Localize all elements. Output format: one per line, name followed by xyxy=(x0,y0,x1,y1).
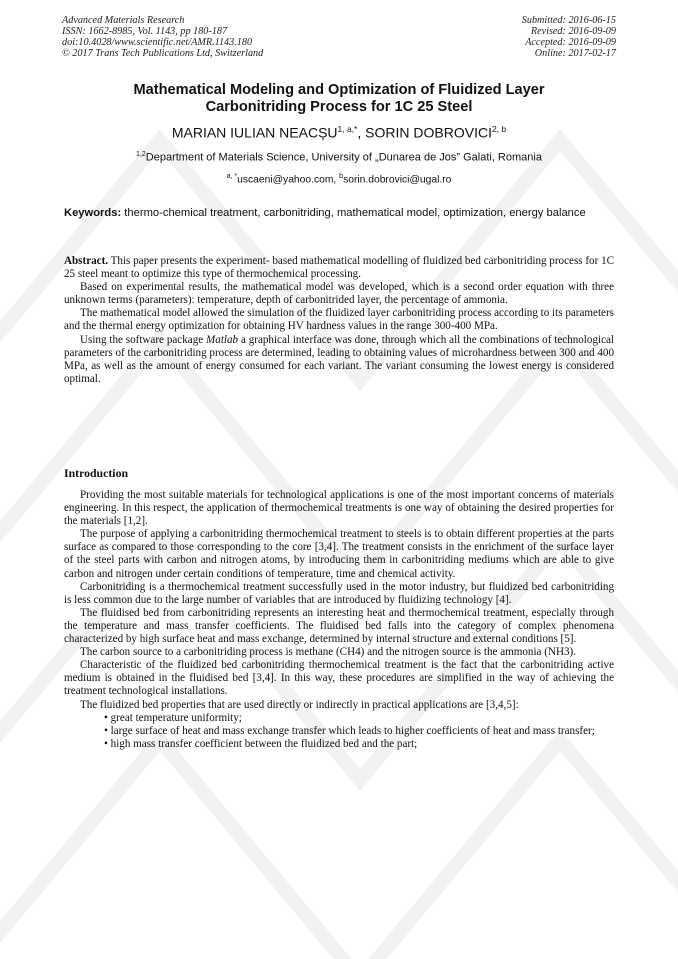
abstract-paragraph-1: Abstract. This paper presents the experiment- based mathematical modelling of fluidized bed carbonitriding process for 1C 25 steel meant to optimize this type of thermochemical processing. xyxy=(64,255,615,281)
introduction-heading: Introduction xyxy=(64,466,129,480)
affiliation-text: Department of Materials Science, University of „Dunarea de Jos” Galati, Romania xyxy=(145,151,542,164)
publication-dates xyxy=(522,15,616,59)
author-1-affil: 1, a,* xyxy=(337,124,358,134)
keywords xyxy=(64,206,614,220)
introduction-section xyxy=(64,489,614,751)
keywords-label: Keywords: xyxy=(64,207,122,219)
doi-line: doi:10.4028/www.scientific.net/AMR.1143.180 xyxy=(62,37,253,48)
paper-title xyxy=(40,82,638,116)
issn-line: ISSN: 1662-8985, Vol. 1143, pp 180-187 xyxy=(62,26,228,37)
intro-paragraph-2: The purpose of applying a carbonitriding thermochemical treatment to steels is to obtain different properties at the parts surface as compared to those corresponding to the core [3,4]. The treatment consists in the enrichment of the surface layer of the steel parts with carbon and nitrogen atoms, by introducing them in carbonitriding mediums which are able to give carbon and nitrogen under certain conditions of temperature, time and chemical activity. xyxy=(64,528,614,580)
accepted-date: Accepted: 2016-09-09 xyxy=(525,37,616,48)
abstract-paragraph-4: Using the software package Matlab a graphical interface was done, through which all the combinations of technological parameters of the carbonitriding process are determined, leading to obtaining values of microhardness between 300 and 400 MPa, as well as the amount of energy consumed for each variant. The variant consuming the lowest energy is considered optimal. xyxy=(64,333,614,385)
copyright-line: © 2017 Trans Tech Publications Ltd, Switzerland xyxy=(62,48,264,59)
abstract-paragraph-3: The mathematical model allowed the simulation of the fluidized layer carbonitriding process according to its parameters and the thermal energy optimization for obtaining HV hardness values in the range 300-400 MPa. xyxy=(64,307,614,333)
email-b[interactable]: sorin.dobrovici@ugal.ro xyxy=(343,174,452,186)
intro-paragraph-5: The carbon source to a carbonitriding process is methane (CH4) and the nitrogen source is the ammonia (NH3). xyxy=(80,646,576,659)
journal-name: Advanced Materials Research xyxy=(62,15,185,26)
email-a[interactable]: uscaeni@yahoo.com, xyxy=(237,174,340,186)
online-date: Online: 2017-02-17 xyxy=(534,48,616,59)
bullet-item-3: • high mass transfer coefficient between the fluidized bed and the part; xyxy=(104,737,418,750)
affiliation-marker: 1,2 xyxy=(136,151,146,158)
abstract-paragraph-2: Based on experimental results, the mathematical model was developed, which is a second order equation with three unknown terms (parameters): temperature, depth of carbonitrided layer, the percentage of ammonia. xyxy=(64,281,614,307)
journal-info xyxy=(62,15,263,59)
abstract-section xyxy=(64,255,614,386)
author-1: MARIAN IULIAN NEACȘU xyxy=(171,124,338,141)
intro-paragraph-4: The fluidised bed from carbonitriding represents an interesting heat and thermochemical treatment, especially through the temperature and mass transfer coefficients. The fluidised bed falls into the category of complex phenomena characterized by high surface heat and mass exchange, determined by internal structure and external conditions [5]. xyxy=(64,606,614,646)
author-emails xyxy=(40,170,638,187)
email-b-marker: b xyxy=(339,173,344,180)
intro-paragraph-7: The fluidized bed properties that are used directly or indirectly in practical applications are [3,4,5]: xyxy=(80,698,519,711)
bullet-item-1: • great temperature uniformity; xyxy=(104,711,242,724)
revised-date: Revised: 2016-09-09 xyxy=(530,26,616,37)
bullet-item-2: • large surface of heat and mass exchange transfer which leads to higher coefficients of heat and mass transfer; xyxy=(104,724,595,737)
author-separator: , xyxy=(357,124,366,141)
affiliation xyxy=(40,148,638,165)
intro-paragraph-6: Characteristic of the fluidized bed carbonitriding thermochemical treatment is the fact that the carbonitriding active medium is obtained in the fluidised bed [3,4]. In this way, these procedures are simplified in the way of achieving the treatment technological installations. xyxy=(64,659,614,698)
author-2-affil: 2, b xyxy=(491,124,507,134)
author-2: SORIN DOBROVICI xyxy=(365,124,492,141)
intro-paragraph-1: Providing the most suitable materials for technological applications is one of the most important concerns of materials engineering. In this respect, the application of thermochemical treatments is one way of obtaining the desired properties for the materials [1,2]. xyxy=(64,489,614,528)
abstract-label: Abstract. xyxy=(64,255,109,267)
submitted-date: Submitted: 2016-06-15 xyxy=(521,15,616,26)
matlab-term: Matlab xyxy=(206,333,239,346)
email-a-marker: a, * xyxy=(226,173,238,180)
intro-paragraph-3: Carbonitriding is a thermochemical treatment successfully used in the motor industry, but fluidized bed carbonitriding is less common due to the large number of variables that are introduced by fluidizing technology [4]. xyxy=(64,580,614,606)
title-line-2: Carbonitriding Process for 1C 25 Steel xyxy=(205,99,473,115)
keywords-text: thermo-chemical treatment, carbonitriding, mathematical model, optimization, energy balance xyxy=(121,207,586,219)
title-line-1: Mathematical Modeling and Optimization of Fluidized Layer xyxy=(133,82,545,98)
author-list xyxy=(40,120,638,142)
